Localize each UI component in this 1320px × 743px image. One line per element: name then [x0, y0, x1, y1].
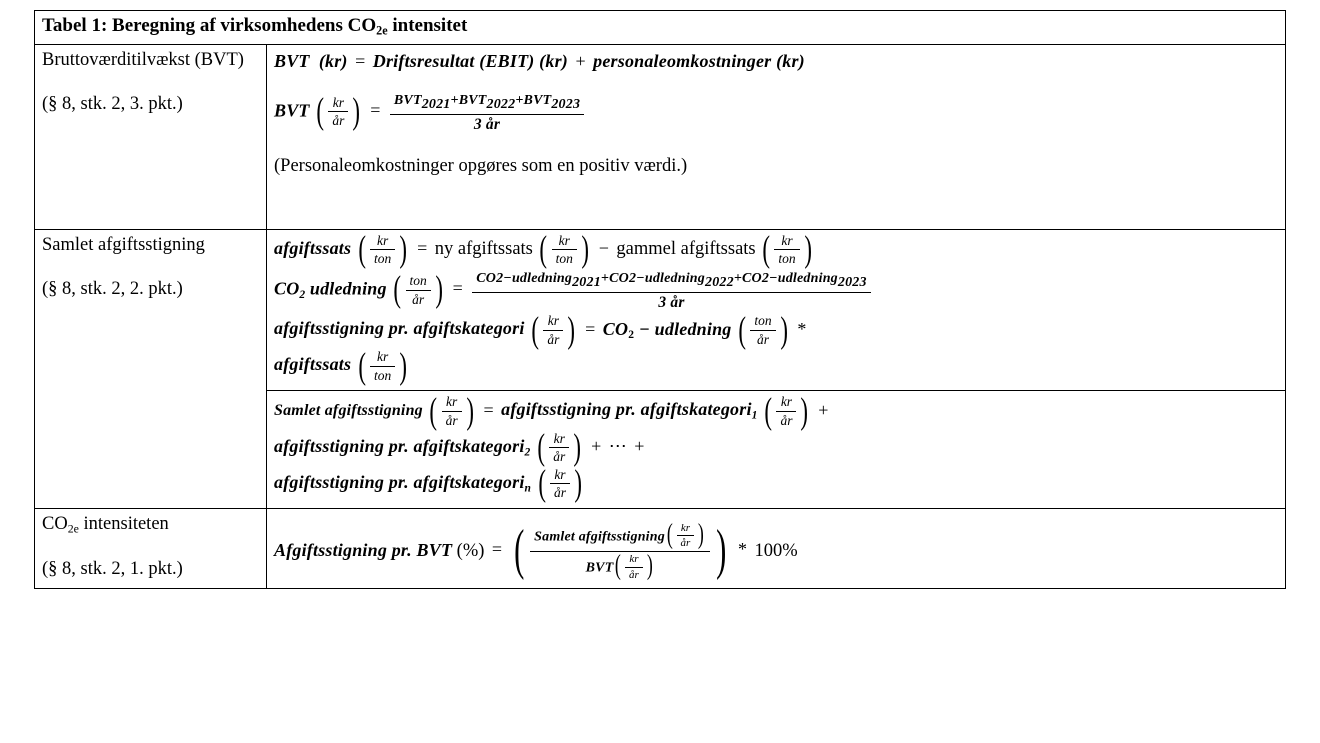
- unit-numerator: ton: [750, 313, 775, 331]
- left-paren-icon: (: [358, 227, 366, 269]
- unit-group: [537, 227, 591, 269]
- row-reference-text: (§ 8, stk. 2, 3. pkt.): [42, 93, 183, 114]
- calculation-table: [34, 10, 1286, 589]
- formula-subscript: n: [524, 481, 532, 494]
- unit-numerator: kr: [543, 313, 563, 331]
- table-caption: [35, 11, 1286, 45]
- caption-tail-text: intensitet: [387, 15, 468, 36]
- unit-fraction: [370, 233, 395, 267]
- right-paren-icon: ): [800, 389, 809, 431]
- unit-numerator: kr: [774, 233, 799, 251]
- main-fraction: [530, 518, 710, 582]
- unit-denominator: år: [445, 413, 458, 428]
- right-paren-icon: ): [581, 227, 589, 269]
- left-paren-icon: (: [537, 425, 545, 467]
- unit-group: [736, 308, 790, 350]
- formula-line: [274, 308, 1279, 350]
- left-paren-icon: (: [316, 90, 325, 132]
- row-formula-samlet-afgiftsstigning: [267, 229, 1286, 391]
- left-paren-icon: (: [762, 227, 771, 269]
- formula-term: afgiftssats: [274, 354, 352, 375]
- right-paren-icon: ): [399, 344, 408, 386]
- ratio-group: [510, 518, 731, 582]
- unit-group: [536, 461, 585, 503]
- row-label-text: Samlet afgiftsstigning: [42, 234, 205, 255]
- right-paren-icon: ): [698, 518, 705, 551]
- unit-numerator: kr: [328, 95, 348, 113]
- row-label-text: Bruttoværditilvækst (BVT): [42, 49, 244, 70]
- formula-term: udledning: [309, 278, 387, 299]
- row-label-subscript: 2e: [67, 520, 79, 535]
- row-label-samlet-afgiftsstigning: [35, 229, 267, 508]
- unit-denominator: ton: [374, 367, 392, 383]
- right-paren-icon: ): [466, 389, 474, 431]
- main-fraction: [472, 269, 870, 312]
- formula-line: [274, 48, 1279, 75]
- unit-denominator: år: [412, 291, 425, 307]
- formula-line: [274, 425, 1279, 467]
- table-row: [35, 508, 1286, 589]
- unit-denominator: ton: [555, 251, 573, 267]
- left-paren-icon: (: [429, 389, 438, 431]
- formula-subscript: 1: [751, 409, 758, 422]
- formula-unit: (kr): [318, 50, 348, 71]
- unit-numerator: kr: [677, 522, 695, 537]
- left-paren-icon: (: [539, 227, 548, 269]
- formula-subscript: 2021: [572, 274, 601, 290]
- formula-operator: +: [818, 399, 829, 420]
- right-paren-icon: ): [567, 308, 576, 350]
- formula-term: BVT: [274, 100, 310, 121]
- left-paren-icon: (: [531, 308, 539, 350]
- right-paren-icon: ): [646, 549, 653, 582]
- unit-denominator: år: [629, 568, 639, 581]
- formula-term: $CO_2$ − udledning: [602, 318, 732, 341]
- unit-numerator: kr: [442, 394, 462, 412]
- unit-group: [760, 227, 814, 269]
- formula-note: (Personaleomkostninger opgøres som en positiv værdi.): [274, 156, 688, 177]
- formula-operator: +: [634, 435, 645, 456]
- right-paren-icon: ): [435, 268, 443, 310]
- unit-group: [762, 389, 811, 431]
- unit-numerator: kr: [370, 233, 395, 251]
- formula-term: gammel afgiftssats: [616, 238, 756, 259]
- fraction-denominator: [530, 549, 710, 582]
- main-fraction: [390, 91, 584, 134]
- formula-term: afgiftsstigning pr. afgiftskategori: [274, 318, 525, 339]
- formula-term: 100%: [754, 540, 798, 561]
- row-formula-co2e-intensitet: [267, 508, 1286, 589]
- formula-line: [274, 461, 1279, 503]
- right-paren-icon: ): [804, 227, 812, 269]
- unit-denominator: år: [756, 331, 769, 347]
- unit-fraction: [677, 522, 695, 550]
- formula-line: [274, 269, 1279, 312]
- formula-subscript: 2022: [705, 274, 734, 290]
- formula-term: Samlet afgiftsstigning: [274, 402, 423, 420]
- table-row: [35, 44, 1286, 229]
- unit-fraction: [543, 313, 563, 347]
- unit-fraction: [370, 349, 395, 383]
- formula-term: afgiftssats: [274, 237, 352, 258]
- right-paren-icon: ): [574, 461, 582, 503]
- left-paren-icon: (: [764, 389, 773, 431]
- unit-numerator: kr: [549, 431, 569, 449]
- formula-operator: +: [591, 435, 602, 456]
- table-row: [35, 229, 1286, 391]
- table-caption-row: [35, 11, 1286, 45]
- formula-term: BVT: [393, 92, 422, 108]
- formula-subscript: 2: [524, 445, 531, 458]
- unit-numerator: ton: [406, 273, 431, 291]
- left-paren-icon: (: [537, 461, 546, 503]
- unit-fraction: [552, 233, 577, 267]
- unit-denominator: år: [780, 413, 793, 428]
- caption-subscript: 2e: [376, 23, 388, 38]
- left-paren-icon: (: [615, 549, 622, 582]
- row-formula-samlet-sum: [267, 391, 1286, 508]
- left-paren-icon: (: [738, 308, 746, 350]
- unit-denominator: år: [680, 537, 691, 550]
- formula-term: Driftsresultat (EBIT) (kr): [372, 50, 568, 71]
- formula-operator: =: [370, 100, 381, 121]
- formula-operator: =: [355, 50, 366, 71]
- formula-operator: =: [483, 399, 494, 420]
- formula-operator: *: [797, 318, 807, 339]
- formula-term: personaleomkostninger (kr): [593, 50, 805, 71]
- unit-group: [535, 425, 584, 467]
- formula-term: afgiftsstigning pr. afgiftskategori: [274, 435, 525, 456]
- formula-operator: *: [738, 539, 748, 560]
- unit-denominator: år: [553, 449, 566, 465]
- formula-term: BVT: [523, 92, 552, 108]
- fraction-numerator: CO2−udledning$_{2021}$+CO2−udledning$_{2022}$+CO2−udledning$_{2023}$: [472, 269, 870, 293]
- unit-denominator: ton: [778, 251, 796, 267]
- unit-fraction: [750, 313, 775, 347]
- right-paren-icon: ): [352, 90, 361, 132]
- row-label-co2e-intensitet: [35, 508, 267, 589]
- unit-group: [356, 344, 410, 386]
- unit-fraction: [625, 553, 643, 581]
- caption-main-text: Tabel 1: Beregning af virksomhedens CO: [42, 15, 377, 36]
- formula-operator: −: [598, 237, 609, 258]
- formula-subscript: 2023: [551, 96, 581, 112]
- unit-fraction: [774, 233, 799, 267]
- unit-denominator: ton: [374, 251, 392, 267]
- formula-term: CO: [274, 278, 300, 299]
- left-paren-icon: (: [393, 268, 402, 310]
- row-reference-text: (§ 8, stk. 2, 2. pkt.): [42, 278, 183, 299]
- right-paren-icon: ): [573, 425, 582, 467]
- left-paren-icon: (: [513, 519, 524, 582]
- formula-subscript: 2023: [837, 274, 867, 290]
- formula-term: afgiftsstigning pr. afgiftskategori: [274, 471, 525, 492]
- formula-line: [274, 518, 1279, 582]
- unit-numerator: kr: [776, 394, 796, 412]
- formula-line: [274, 344, 1279, 386]
- row-reference-text: (§ 8, stk. 2, 1. pkt.): [42, 558, 183, 579]
- unit-fraction: [776, 394, 796, 428]
- row-label-tail: intensiteten: [78, 513, 169, 534]
- formula-term: BVT: [585, 560, 614, 576]
- right-paren-icon: ): [779, 308, 788, 350]
- left-paren-icon: (: [666, 518, 673, 551]
- unit-fraction: [550, 467, 570, 501]
- row-formula-bvt: [267, 44, 1286, 229]
- fraction-denominator: 3 år: [473, 115, 501, 133]
- formula-line: [274, 91, 1279, 134]
- formula-term: CO2−udledning: [476, 270, 573, 286]
- formula-operator: =: [491, 539, 503, 560]
- formula-subscript: 2021: [421, 96, 451, 112]
- unit-group: [529, 308, 578, 350]
- row-label-base: CO: [42, 513, 68, 534]
- unit-denominator: år: [547, 331, 560, 347]
- unit-fraction: [328, 95, 348, 129]
- fraction-numerator: [530, 518, 710, 552]
- formula-operator: =: [417, 237, 428, 258]
- left-paren-icon: (: [358, 344, 366, 386]
- right-paren-icon: ): [716, 519, 727, 582]
- unit-group: [314, 90, 363, 132]
- formula-operator: =: [452, 278, 463, 299]
- unit-denominator: år: [332, 113, 345, 129]
- unit-fraction: [406, 273, 431, 307]
- formula-line: [274, 389, 1279, 431]
- unit-fraction: [549, 431, 569, 465]
- unit-numerator: kr: [550, 467, 570, 485]
- formula-operator: =: [585, 318, 596, 339]
- fraction-denominator: 3 år: [658, 293, 685, 311]
- formula-term: ny afgiftssats: [434, 238, 533, 259]
- unit-group: [665, 518, 706, 551]
- formula-operator: +: [575, 50, 586, 71]
- row-label-bvt: [35, 44, 267, 229]
- unit-group: [356, 227, 410, 269]
- formula-ellipsis: ⋯: [608, 435, 627, 456]
- unit-group: [391, 268, 445, 310]
- unit-fraction: [442, 394, 462, 428]
- formula-subscript: 2: [299, 288, 306, 301]
- formula-subscript: 2022: [486, 96, 516, 112]
- unit-numerator: kr: [552, 233, 577, 251]
- unit-group: [613, 549, 654, 582]
- formula-term: CO2−udledning: [609, 270, 705, 286]
- unit-group: [427, 389, 476, 431]
- right-paren-icon: ): [399, 227, 408, 269]
- formula-percent-label: (%): [456, 540, 485, 561]
- formula-term: Samlet afgiftsstigning: [534, 528, 665, 544]
- unit-denominator: år: [553, 485, 566, 501]
- formula-term: CO2−udledning: [742, 270, 838, 286]
- unit-numerator: kr: [370, 349, 395, 367]
- unit-numerator: kr: [625, 553, 643, 568]
- formula-line: [274, 227, 1279, 269]
- formula-term: Afgiftsstigning pr. BVT: [274, 539, 453, 560]
- formula-term: BVT: [274, 50, 310, 71]
- formula-term: afgiftsstigning pr. afgiftskategori: [501, 399, 752, 420]
- fraction-numerator: $BVT_{2021}+BVT_{2022}+BVT_{2023}$: [390, 91, 584, 115]
- formula-term: BVT: [458, 92, 487, 108]
